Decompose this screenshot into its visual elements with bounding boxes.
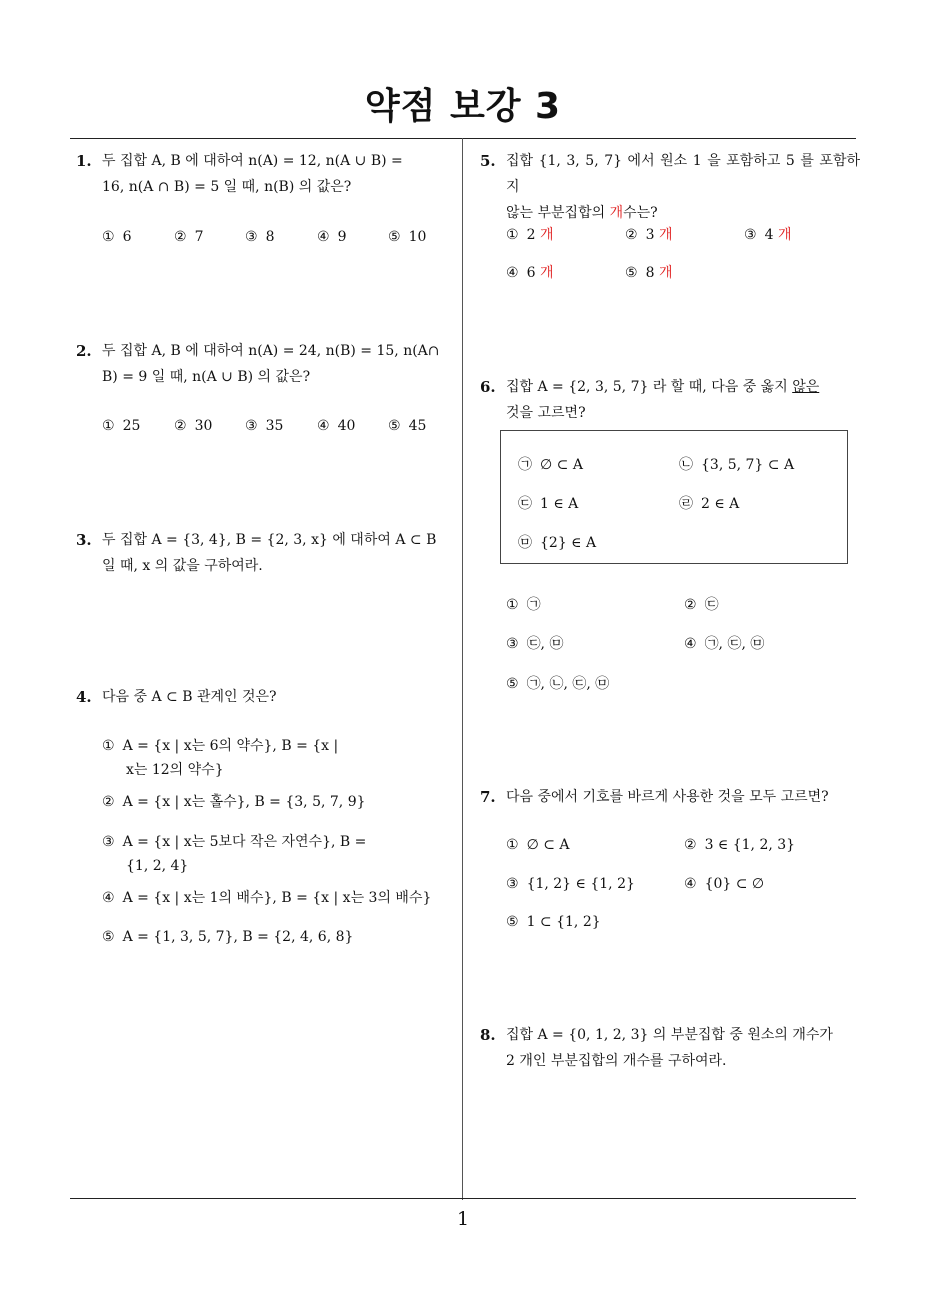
question-1 xyxy=(76,148,456,200)
question-number: 5. xyxy=(480,152,496,170)
question-text xyxy=(102,684,456,710)
question-line: 2 개인 부분집합의 개수를 구하여라. xyxy=(506,1053,727,1069)
question-number: 2. xyxy=(76,342,92,360)
question-line: 두 집합 A = {3, 4}, B = {2, 3, x} 에 대하여 A ⊂ B xyxy=(102,532,437,548)
question-line: 16, n(A ∩ B) = 5 일 때, n(B) 의 값은? xyxy=(102,179,352,195)
question-number: 7. xyxy=(480,788,496,806)
choice-2[interactable]: ② 30 xyxy=(174,418,213,434)
choice-2[interactable]: ② 3 개 xyxy=(625,227,673,243)
question-text xyxy=(506,148,860,226)
choice-5[interactable]: ⑤ 10 xyxy=(388,229,427,245)
statement-item: ㉣ 2 ∈ A xyxy=(679,496,740,512)
choice-3[interactable]: ③ ㉢, ㉤ xyxy=(506,636,564,652)
page-number: 1 xyxy=(456,1208,470,1230)
question-text xyxy=(506,374,860,426)
question-line: B) = 9 일 때, n(A ∪ B) 의 값은? xyxy=(102,369,311,385)
question-number: 3. xyxy=(76,531,92,549)
choice-4[interactable]: ④ 40 xyxy=(317,418,356,434)
choice-4[interactable]: ④ ㉠, ㉢, ㉤ xyxy=(684,636,765,652)
page-title: 약점 보강 3 xyxy=(364,86,562,127)
choice-1[interactable]: ① A = {x | x는 6의 약수}, B = {x | x는 12의 약수} xyxy=(102,738,339,778)
question-line: 집합 A = {2, 3, 5, 7} 라 할 때, 다음 중 옳지 않은 xyxy=(506,379,820,395)
statement-item: ㉠ ∅ ⊂ A xyxy=(518,457,583,473)
statement-item: ㉤ {2} ∈ A xyxy=(518,535,597,551)
question-text xyxy=(102,338,456,390)
question-8 xyxy=(480,1022,860,1074)
question-6 xyxy=(480,374,860,426)
choice-4[interactable]: ④ A = {x | x는 1의 배수}, B = {x | x는 3의 배수} xyxy=(102,890,432,906)
choice-2[interactable]: ② ㉢ xyxy=(684,597,719,613)
column-divider xyxy=(462,138,463,1200)
choice-1[interactable]: ① 2 개 xyxy=(506,227,554,243)
question-line: 집합 A = {0, 1, 2, 3} 의 부분집합 중 원소의 개수가 xyxy=(506,1027,833,1043)
choice-2[interactable]: ② A = {x | x는 홀수}, B = {3, 5, 7, 9} xyxy=(102,794,366,810)
choice-1[interactable]: ① ㉠ xyxy=(506,597,541,613)
question-number: 6. xyxy=(480,378,496,396)
question-line: 두 집합 A, B 에 대하여 n(A) = 24, n(B) = 15, n(A∩ xyxy=(102,343,440,359)
question-line: 다음 중에서 기호를 바르게 사용한 것을 모두 고르면? xyxy=(506,789,829,805)
question-number: 1. xyxy=(76,152,92,170)
question-text xyxy=(102,148,456,200)
statement-item: ㉢ 1 ∈ A xyxy=(518,496,579,512)
choice-2[interactable]: ② 3 ∈ {1, 2, 3} xyxy=(684,837,796,853)
question-line: 것을 고르면? xyxy=(506,405,586,421)
choice-5[interactable]: ⑤ 45 xyxy=(388,418,427,434)
choice-3[interactable]: ③ 35 xyxy=(245,418,284,434)
choice-3[interactable]: ③ 4 개 xyxy=(744,227,792,243)
question-4 xyxy=(76,684,456,710)
question-2 xyxy=(76,338,456,390)
choice-5[interactable]: ⑤ 8 개 xyxy=(625,265,673,281)
choice-5[interactable]: ⑤ 1 ⊂ {1, 2} xyxy=(506,914,601,930)
choice-2[interactable]: ② 7 xyxy=(174,229,204,245)
choice-1[interactable]: ① 6 xyxy=(102,229,132,245)
choice-4[interactable]: ④ 6 개 xyxy=(506,265,554,281)
question-7 xyxy=(480,784,860,810)
question-text xyxy=(506,1022,860,1074)
choice-1[interactable]: ① 25 xyxy=(102,418,141,434)
question-5 xyxy=(480,148,860,226)
question-line: 두 집합 A, B 에 대하여 n(A) = 12, n(A ∪ B) = xyxy=(102,153,403,169)
choice-3[interactable]: ③ {1, 2} ∈ {1, 2} xyxy=(506,876,635,892)
choice-3[interactable]: ③ 8 xyxy=(245,229,275,245)
top-rule xyxy=(70,138,856,139)
choice-3[interactable]: ③ A = {x | x는 5보다 작은 자연수}, B = {1, 2, 4} xyxy=(102,834,367,874)
choice-1[interactable]: ① ∅ ⊂ A xyxy=(506,837,570,853)
question-text xyxy=(102,527,456,579)
question-number: 4. xyxy=(76,688,92,706)
choice-4[interactable]: ④ {0} ⊂ ∅ xyxy=(684,876,765,892)
question-3 xyxy=(76,527,456,579)
choice-5[interactable]: ⑤ A = {1, 3, 5, 7}, B = {2, 4, 6, 8} xyxy=(102,929,354,945)
question-line: 집합 {1, 3, 5, 7} 에서 원소 1 을 포함하고 5 를 포함하지 xyxy=(506,153,860,195)
bottom-rule xyxy=(70,1198,856,1199)
choice-4[interactable]: ④ 9 xyxy=(317,229,347,245)
question-line: 일 때, x 의 값을 구하여라. xyxy=(102,558,263,574)
choice-5[interactable]: ⑤ ㉠, ㉡, ㉢, ㉤ xyxy=(506,676,610,692)
question-number: 8. xyxy=(480,1026,496,1044)
question-line: 다음 중 A ⊂ B 관계인 것은? xyxy=(102,689,277,705)
statement-item: ㉡ {3, 5, 7} ⊂ A xyxy=(679,457,795,473)
question-line: 않는 부분집합의 개수는? xyxy=(506,205,658,221)
question-text xyxy=(506,784,860,810)
